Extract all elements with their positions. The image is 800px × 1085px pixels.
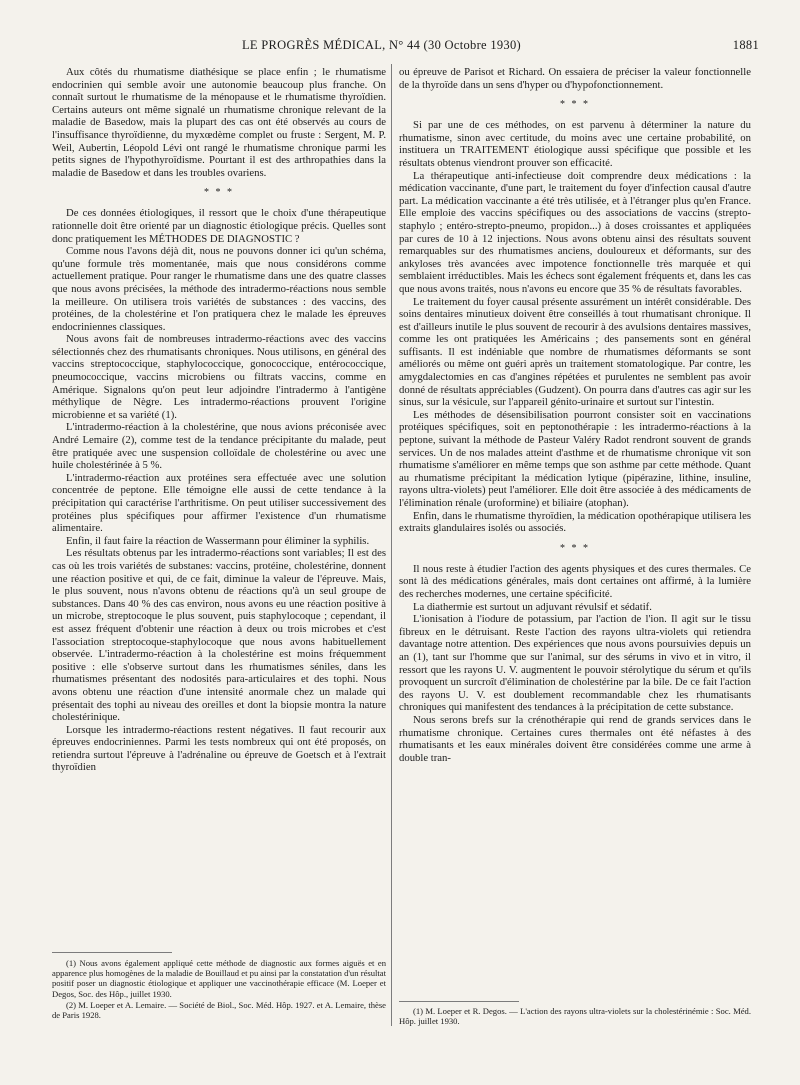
paragraph: Le traitement du foyer causal présente assurément un intérêt considérable. Des soins dentaires minutieux doivent être conseillés à tout rhumatisant chronique. Il est d'ailleurs inutile le plus souvent de recourir à des avulsions dentaires massives, comme les ont pratiquées les Américains ; des pansements sont en général suffisants. Il est indéniable que nombre de rhumatismes déformants se sont améliorés ou même ont guéri après un traitement stomatologique. Par contre, les amygdalectomies en cas d'angines répétées et purulentes ne semblent pas avoir donné de résultats appréciables (Gudzent). On pourra dans d'autres cas agir sur les sinus, sur la vésicule, sur l'appareil génito-urinaire et surtout sur l'intestin.: [399, 295, 751, 409]
section-separator: * * *: [204, 187, 234, 199]
section-separator: * * *: [560, 99, 590, 111]
paragraph: Il nous reste à étudier l'action des agents physiques et des cures thermales. Ce sont là des médications générales, mais dont certaines ont affirmé, à la lumière des recherches modernes, une certaine spécificité.: [399, 562, 751, 600]
right-footnotes: [399, 1006, 751, 1027]
paragraph: Comme nous l'avons déjà dit, nous ne pouvons donner ici qu'un schéma, qu'une formule très momentanée, mais que nous considérons comme actuellement pratique. Pour ranger le rhumatisme dans une des quatre classes que nous avons précisées, la méthode des intradermo-réactions nous semble la meilleure. On utilisera trois variétés de substances : des vaccins, des protéines, de la cholestérine et l'on pratiquera chez le malade les épreuves endocriniennes classiques.: [52, 245, 386, 333]
footnote-rule: [52, 952, 172, 953]
paragraph: Enfin, dans le rhumatisme thyroïdien, la médication opothérapique utilisera les extraits glandulaires isolés ou associés.: [399, 509, 751, 535]
paragraph: Nous avons fait de nombreuses intradermo-réactions avec des vaccins sélectionnés chez des rhumatisants chroniques. Nous utilisons, en général des vaccins streptococcique, staphylococcique, gonococcique, entérococcique, pneumococcique, vaccins microbiens ou filtrats vaccins, comme en Amérique. Signalons qu'on peut leur adjoindre l'intradermo à l'antigène méthylique de Nègre. Les intradermo-réactions prouvent l'origine microbienne et sa variété (1).: [52, 333, 386, 421]
section-separator: * * *: [560, 542, 590, 554]
paragraph: L'intradermo-réaction à la cholestérine, que nous avions préconisée avec André Lemaire (2), comme test de la tendance précipitante du malade, peut être pratiquée avec une suspension colloïdale de cholestérine ou avec une huile cholestérinée à 5 %.: [52, 421, 386, 472]
left-column: [52, 66, 386, 774]
paragraph: Enfin, il faut faire la réaction de Wassermann pour éliminer la syphilis.: [66, 534, 370, 547]
right-column: [399, 66, 751, 764]
paragraph: De ces données étiologiques, il ressort que le choix d'une thérapeutique rationnelle doit être orienté par un diagnostic étiologique précis. Quelles sont donc pratiquement les MÉTHODES DE DIAGNOSTIC ?: [52, 207, 386, 245]
paragraph: Si par une de ces méthodes, on est parvenu à déterminer la nature du rhumatisme, sinon avec certitude, du moins avec une certaine probabilité, on instituera un TRAITEMENT étiologique aussi spécifique que possible et les résultats obtenus viendront prouver son efficacité.: [399, 119, 751, 169]
page-number: 1881: [732, 38, 759, 52]
paragraph: L'intradermo-réaction aux protéines sera effectuée avec une solution concentrée de peptone. Elle témoigne elle aussi de cette tendance à la précipitation qui caractérise l'arthritisme. On peut utiliser successivement des protéines plus spécifiques pour affirmer l'existence d'un rhumatisme alimentaire.: [52, 471, 386, 535]
paragraph: Aux côtés du rhumatisme diathésique se place enfin ; le rhumatisme endocrinien qui semble avoir une autonomie beaucoup plus franche. On connaît surtout le rhumatisme de la ménopause et le rhumatisme thyroïdien. Certains auteurs ont même signalé un rhumatisme chronique relevant de la maladie de Basedow, mais la plupart des cas ont été observés au cours de l'insuffisance thyroïdienne, du myxœdème complet ou fruste : Sergent, M. P. Weil, Aubertin, Léopold Lévi ont rangé le rhumatisme chronique parmi les petits signes de l'hypothyroïdisme. Pourtant il est des arthropathies dans la maladie de Basedow et dans les troubles ovariens.: [52, 66, 386, 179]
running-header: [52, 38, 759, 56]
left-footnotes: [52, 958, 386, 1021]
column-divider: [391, 64, 392, 1026]
footnote: (2) M. Loeper et A. Lemaire. — Société de Biol., Soc. Méd. Hôp. 1927. et A. Lemaire, thèse de Paris 1928.: [52, 999, 386, 1021]
paragraph: Les résultats obtenus par les intradermo-réactions sont variables; Il est des cas où les trois variétés de substanes: vaccins, protéine, cholestérine, donnent une réaction positive et qui, de ce fait, diminue la valeur de l'épreuve. Mais, le plus souvent, nous n'avons obtenu de réactions qu'à un seul groupe de substances. Dans 40 % des cas environ, nous avons eu une réaction positive à un microbe, streptocoque le plus souvent, puis staphylocoque ; cependant, il est assez fréquent d'obtenir une réaction à deux ou trois microbes et c'est l'association streptocoque-staphylocoque que nous avons habituellement observée. L'intradermo-réaction à la cholestérine est moins fréquemment positive : elle s'observe surtout dans les rhumatismes séniles, dans les rhumatismes présentant des nodosités para-articulaires et des tophi. Nous avons obtenu une réaction d'une intensité anormale chez un malade qui présentait des tophi au niveau des oreilles et dont la biopsie montra la nature cholestérinique.: [52, 547, 386, 724]
paragraph: L'ionisation à l'iodure de potassium, par l'action de l'ion. Il agit sur le tissu fibreux en le détruisant. Reste l'action des rayons ultra-violets qui retiendra davantage notre attention. Des expériences que nous avons poursuivies depuis un an (1), tant sur l'homme que sur l'animal, sur des sérums in vivo et in vitro, il ressort que les rayons U. V. augmentent le pouvoir stérolytique du sérum et qu'ils provoquent un surcroît d'élimination de cholestérine par la bile. De ce fait l'action des rayons U. V. est doublement recommandable chez les rhumatisants chroniques qui manifestent des tendances à la précipitation de cette substance.: [399, 613, 751, 714]
paragraph: Lorsque les intradermo-réactions restent négatives. Il faut recourir aux épreuves endocriniennes. Parmi les tests nombreux qui ont été proposés, on retiendra surtout l'épreuve à l'adrénaline ou épreuve de Goetsch et à l'extrait thyroïdien: [52, 723, 386, 774]
footnote: (1) Nous avons également appliqué cette méthode de diagnostic aux formes aiguës et en apparence plus homogènes de la maladie de Bouillaud et pu ainsi par la constatation d'un résultat positif poser un diagnostic étiologique et appliquer une vaccinothérapie efficace (M. Loeper et Degos, Soc. des Hôp., juillet 1930.: [52, 958, 386, 999]
paragraph: Nous serons brefs sur la crénothérapie qui rend de grands services dans le rhumatisme chronique. Certaines cures thermales ont été néfastes à des rhumatisants et les eaux minérales doivent être considérées comme une arme à double tran-: [399, 713, 751, 764]
footnote-rule: [399, 1001, 519, 1002]
journal-title: LE PROGRÈS MÉDICAL, N° 44 (30 Octobre 1930): [242, 38, 521, 52]
paragraph: ou épreuve de Parisot et Richard. On essaiera de préciser la valeur fonctionnelle de la thyroïde dans un sens d'hyper ou d'hypofonctionnement.: [399, 66, 751, 91]
paragraph: La thérapeutique anti-infectieuse doit comprendre deux médications : la médication vaccinante, d'une part, le traitement du foyer d'infection causal d'autre part. La médication vaccinante a été très utilisée, et à l'étranger plus qu'en France. Elle emploie des vaccins spécifiques ou des associations de vaccins (strepto-staphylo ; entéro-strepto-pneumo, propidon...) à doses croissantes et appliquées par cures de 10 à 12 injections. Nous avons obtenu ainsi des résultats souvent remarquables sur des rhumatismes anciens, douloureux et déformants, sur des ankyloses très avancées avec impotence fonctionnelle très marquée et qui semblaient irréductibles. Mais les échecs sont également fréquents et, dans les cas que nous avons traités, nous n'avons eu encore que 35 % de résultats favorables.: [399, 169, 751, 295]
paragraph: La diathermie est surtout un adjuvant révulsif et sédatif.: [413, 600, 652, 613]
paragraph: Les méthodes de désensibilisation pourront consister soit en vaccinations protéiques spécifiques, soit en peptonothérapie : les intradermo-réactions à la peptone, suivant la méthode de Pasteur Valéry Radot rendront souvent de grands services. Un de nos malades atteint d'asthme et de rhumatisme chronique vit son rhumatisme s'améliorer en même temps que son asthme par cette méthode. Quant au rhumatisme précipitant la médication lytique (pipérazine, lithine, insuline, rayons ultra-violets) peut l'améliorer. Elle doit être associée à des médicaments de l'élimination rénale (uroformine) et biliaire (atophan).: [399, 408, 751, 509]
footnote: (1) M. Loeper et R. Degos. — L'action des rayons ultra-violets sur la cholestérinémie : Soc. Méd. Hôp. juillet 1930.: [399, 1006, 751, 1027]
